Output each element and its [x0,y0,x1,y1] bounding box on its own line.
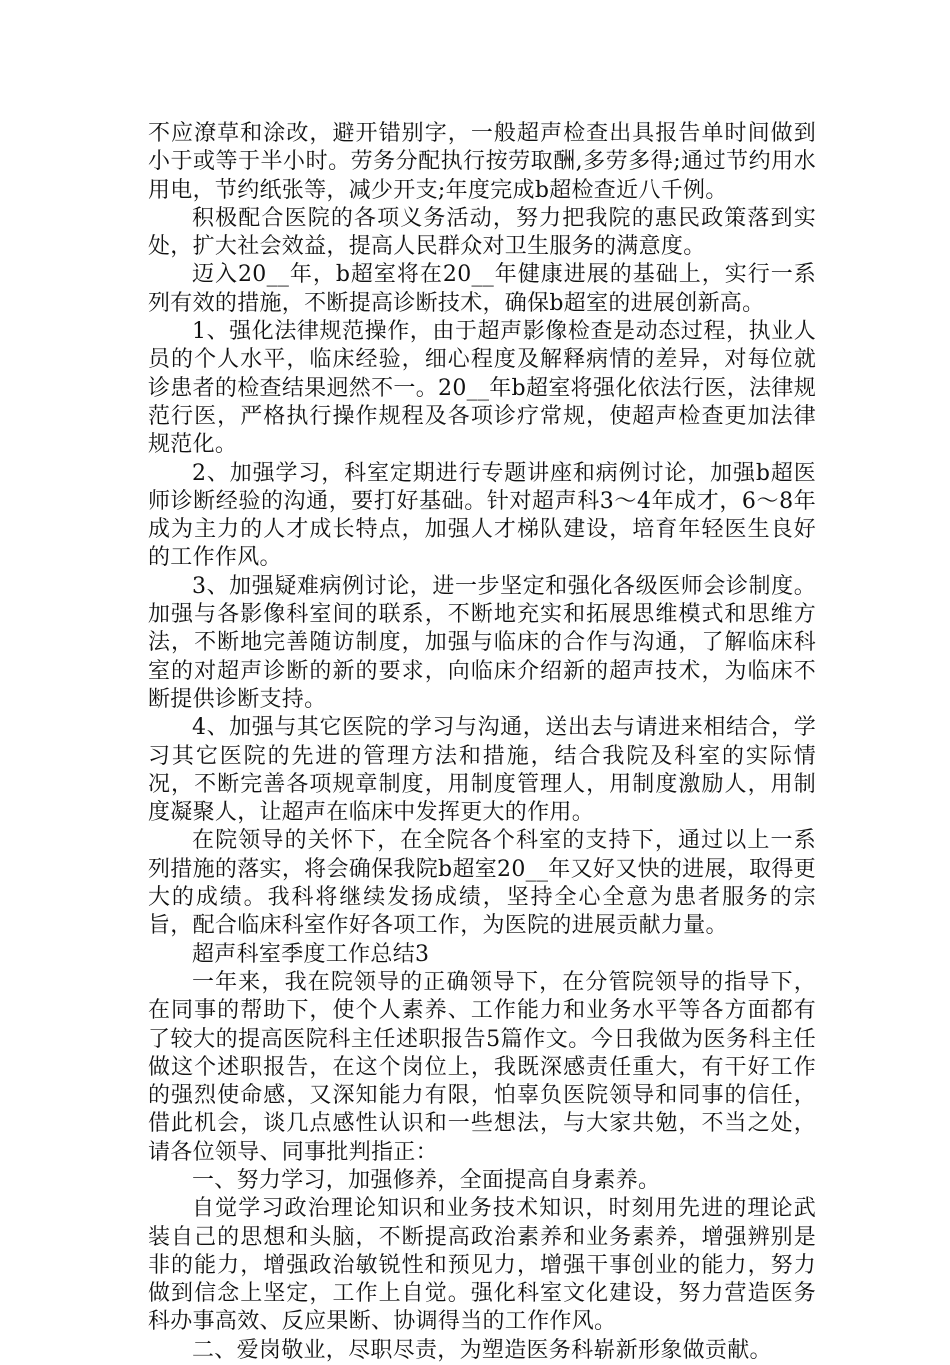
subsection-heading: 二、爱岗敬业，尽职尽责，为塑造医务科崭新形象做贡献。 [192,1337,772,1363]
section-heading: 超声科室季度工作总结3 [192,941,430,967]
paragraph: 在院领导的关怀下，在全院各个科室的支持下，通过以上一系列措施的落实，将会确保我院b超室20__年又好又快的进展，取得更大的成绩。我科将继续发扬成绩，坚持全心全意为患者服务的宗旨，配合临床科室作好各项工作，为医院的进展贡献力量。 [148,828,816,939]
paragraph: 一年来，我在院领导的正确领导下，在分管院领导的指导下，在同事的帮助下，使个人素养、工作能力和业务水平等各方面都有了较大的提高医院科主任述职报告5篇作文。今日我做为医务科主任做这个述职报告，在这个岗位上，我既深感责任重大，有干好工作的强烈使命感，又深知能力有限，怕辜负医院领导和同事的信任，借此机会，谈几点感性认识和一些想法，与大家共勉，不当之处，请各位领导、同事批判指正： [148,969,816,1165]
document-body [148,120,816,1365]
paragraph: 不应潦草和涂改，避开错别字，一般超声检查出具报告单时间做到小于或等于半小时。劳务分配执行按劳取酬,多劳多得;通过节约用水用电，节约纸张等，减少开支;年度完成b超检查近八千例。 [148,121,816,203]
paragraph: 2、加强学习，科室定期进行专题讲座和病例讨论，加强b超医师诊断经验的沟通，要打好基础。针对超声科3～4年成才，6～8年成为主力的人才成长特点，加强人才梯队建设，培育年轻医生良好的工作作风。 [148,460,816,571]
paragraph: 迈入20__年，b超室将在20__年健康进展的基础上，实行一系列有效的措施，不断提高诊断技术，确保b超室的进展创新高。 [148,262,816,316]
paragraph: 1、强化法律规范操作，由于超声影像检查是动态过程，执业人员的个人水平，临床经验，细心程度及解释病情的差异，对每位就诊患者的检查结果迥然不一。20__年b超室将强化依法行医，法律规范行医，严格执行操作规程及各项诊疗常规，使超声检查更加法律规范化。 [148,319,816,458]
paragraph: 4、加强与其它医院的学习与沟通，送出去与请进来相结合，学习其它医院的先进的管理方法和措施，结合我院及科室的实际情况，不断完善各项规章制度，用制度管理人，用制度激励人，用制度凝聚人，让超声在临床中发挥更大的作用。 [148,715,816,826]
paragraph: 自觉学习政治理论知识和业务技术知识，时刻用先进的理论武装自己的思想和头脑，不断提高政治素养和业务素养，增强辨别是非的能力，增强政治敏锐性和预见力，增强干事创业的能力，努力做到信念上坚定，工作上自觉。强化科室文化建设，努力营造医务科办事高效、反应果断、协调得当的工作作风。 [148,1196,816,1335]
paragraph: 3、加强疑难病例讨论，进一步坚定和强化各级医师会诊制度。加强与各影像科室间的联系，不断地充实和拓展思维模式和思维方法，不断地完善随访制度，加强与临床的合作与沟通，了解临床科室的对超声诊断的新的要求，向临床介绍新的超声技术，为临床不断提供诊断支持。 [148,573,816,712]
paragraph: 积极配合医院的各项义务活动，努力把我院的惠民政策落到实处，扩大社会效益，提高人民群众对卫生服务的满意度。 [148,205,816,260]
subsection-heading: 一、努力学习，加强修养，全面提高自身素养。 [192,1167,661,1193]
